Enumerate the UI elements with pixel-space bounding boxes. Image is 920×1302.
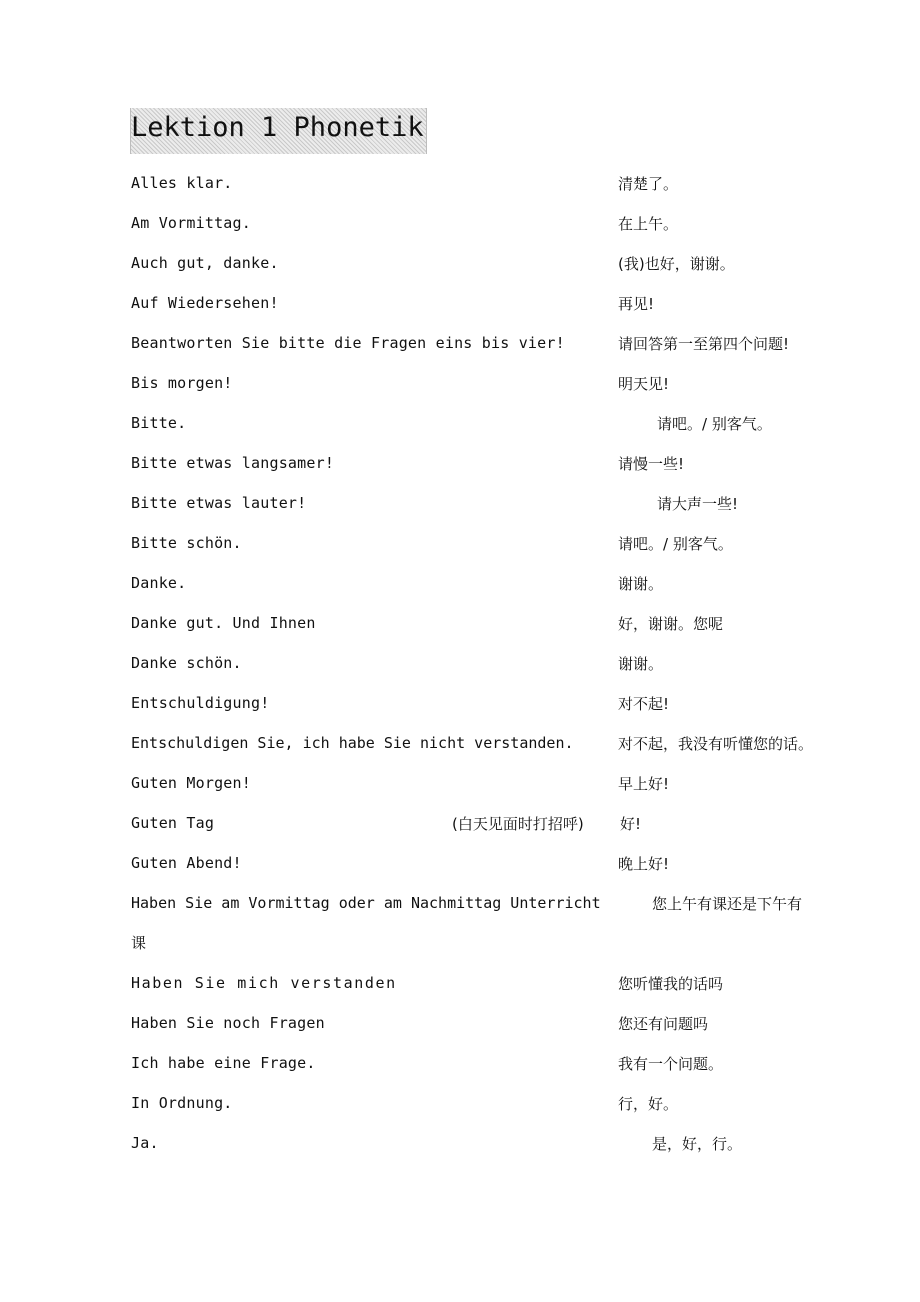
- chinese-translation: 请慢一些!: [618, 455, 685, 473]
- chinese-translation: 清楚了。: [618, 175, 679, 193]
- list-item: [0, 253, 920, 293]
- chinese-translation: 我有一个问题。: [618, 1055, 724, 1073]
- chinese-translation: 早上好!: [618, 775, 670, 793]
- chinese-translation: 您上午有课还是下午有: [652, 895, 803, 913]
- german-phrase: Auch gut, danke.: [131, 254, 279, 272]
- chinese-translation: 明天见!: [618, 375, 670, 393]
- chinese-translation: 您还有问题吗: [618, 1015, 709, 1033]
- chinese-translation-continued: 课: [131, 934, 147, 952]
- german-phrase: Bis morgen!: [131, 374, 233, 392]
- german-phrase: Guten Morgen!: [131, 774, 251, 792]
- chinese-translation: 是，好，行。: [652, 1135, 743, 1153]
- list-item: [0, 853, 920, 893]
- chinese-translation: (我)也好，谢谢。: [618, 255, 735, 273]
- chinese-translation: 行，好。: [618, 1095, 679, 1113]
- list-item: [0, 693, 920, 733]
- german-phrase: Auf Wiedersehen!: [131, 294, 279, 312]
- list-item: [0, 213, 920, 253]
- list-item: [0, 1053, 920, 1093]
- german-phrase: Ich habe eine Frage.: [131, 1054, 316, 1072]
- german-phrase: Entschuldigen Sie, ich habe Sie nicht verstanden.: [131, 734, 574, 752]
- list-item: [0, 893, 920, 973]
- german-phrase: Guten Tag: [131, 814, 215, 832]
- german-phrase: Beantworten Sie bitte die Fragen eins bis vier!: [131, 334, 565, 352]
- german-phrase: Danke schön.: [131, 654, 242, 672]
- german-phrase: Haben Sie noch Fragen: [131, 1014, 325, 1032]
- german-phrase: Danke.: [131, 574, 187, 592]
- german-phrase: Bitte schön.: [131, 534, 242, 552]
- german-phrase: Ja.: [131, 1134, 159, 1152]
- list-item: [0, 573, 920, 613]
- list-item: [0, 733, 920, 773]
- german-phrase: Bitte.: [131, 414, 187, 432]
- list-item: [0, 533, 920, 573]
- list-item: [0, 1013, 920, 1053]
- german-phrase: Bitte etwas lauter!: [131, 494, 307, 512]
- list-item: [0, 1133, 920, 1173]
- chinese-translation: 您听懂我的话吗: [618, 975, 724, 993]
- chinese-translation: 请大声一些!: [657, 495, 739, 513]
- chinese-translation: 对不起，我没有听懂您的话。: [618, 735, 814, 753]
- list-item: [0, 493, 920, 533]
- german-phrase: Guten Abend!: [131, 854, 242, 872]
- german-phrase: Entschuldigung!: [131, 694, 270, 712]
- list-item: [0, 613, 920, 653]
- chinese-translation: 在上午。: [618, 215, 679, 233]
- list-item: [0, 973, 920, 1013]
- german-phrase: Am Vormittag.: [131, 214, 251, 232]
- list-item: [0, 453, 920, 493]
- chinese-translation: 请吧。/ 别客气。: [618, 535, 733, 553]
- german-phrase: Haben Sie am Vormittag oder am Nachmittag Unterricht: [131, 894, 601, 912]
- german-phrase: Haben Sie mich verstanden: [131, 974, 397, 992]
- german-phrase: Bitte etwas langsamer!: [131, 454, 335, 472]
- chinese-translation: 请吧。/ 别客气。: [657, 415, 772, 433]
- chinese-translation: 好，谢谢。您呢: [618, 615, 724, 633]
- chinese-translation: 再见!: [618, 295, 655, 313]
- list-item: [0, 653, 920, 693]
- usage-note: (白天见面时打招呼): [452, 815, 584, 833]
- german-phrase: Danke gut. Und Ihnen: [131, 614, 316, 632]
- list-item: [0, 773, 920, 813]
- list-item: [0, 813, 920, 853]
- list-item: [0, 173, 920, 213]
- chinese-translation: 谢谢。: [618, 655, 664, 673]
- list-item: [0, 413, 920, 453]
- page-title: Lektion 1 Phonetik: [130, 108, 427, 154]
- list-item: [0, 373, 920, 413]
- chinese-translation: 对不起!: [618, 695, 670, 713]
- list-item: [0, 1093, 920, 1133]
- german-phrase: Alles klar.: [131, 174, 233, 192]
- german-phrase: In Ordnung.: [131, 1094, 233, 1112]
- chinese-translation: 好!: [620, 815, 642, 833]
- chinese-translation: 请回答第一至第四个问题!: [618, 335, 790, 353]
- list-item: [0, 333, 920, 373]
- list-item: [0, 293, 920, 333]
- chinese-translation: 谢谢。: [618, 575, 664, 593]
- chinese-translation: 晚上好!: [618, 855, 670, 873]
